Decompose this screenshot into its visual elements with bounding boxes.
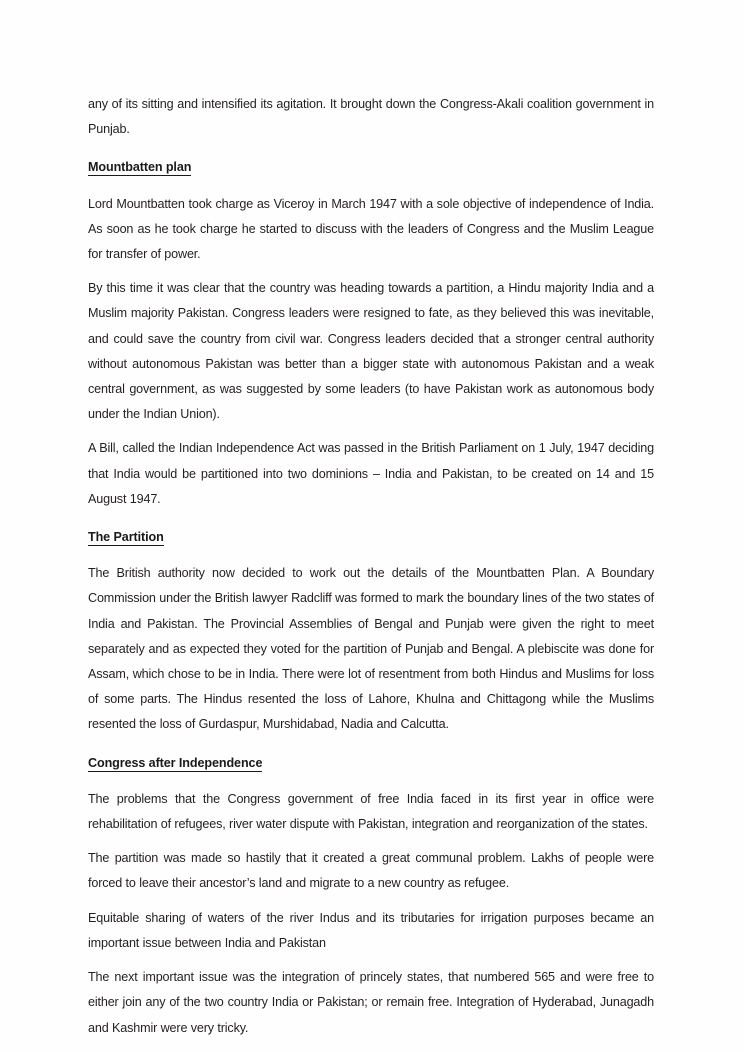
paragraph-partition-inevitable: By this time it was clear that the country was heading towards a partition, a Hindu majority India and a Muslim majority Pakistan. Congress leaders were resigned to fate, as they believed this was inevitable, and could save the country from civil war. Congress leaders decided that a stronger central authority without autonomous Pakistan was better than a bigger state with autonomous Pakistan and a weak central government, as was suggested by some leaders (to have Pakistan work as autonomous body under the Indian Union).: [88, 281, 654, 422]
heading-mountbatten-plan: [88, 155, 654, 180]
paragraph-indus-waters: Equitable sharing of waters of the river Indus and its tributaries for irrigation purposes became an important issue between India and Pakistan: [88, 910, 654, 950]
heading-congress-after-independence: [88, 751, 654, 776]
paragraph-communal-problem: The partition was made so hastily that it created a great communal problem. Lakhs of people were forced to leave their ancestor’s land and migrate to a new country as refugee.: [88, 851, 654, 891]
heading-mountbatten-plan-text: Mountbatten plan: [88, 160, 192, 175]
paragraph-continuation-agitation: any of its sitting and intensified its agitation. It brought down the Congress-Akali coalition government in Punjab.: [88, 97, 654, 137]
heading-congress-after-independence-text: Congress after Independence: [88, 755, 263, 770]
heading-the-partition: [88, 525, 654, 550]
paragraph-indian-independence-act: A Bill, called the Indian Independence Act was passed in the British Parliament on 1 July, 1947 deciding that India would be partitioned into two dominions – India and Pakistan, to be created on 14 and 15 August 1947.: [88, 441, 654, 506]
heading-the-partition-text: The Partition: [88, 530, 164, 545]
paragraph-boundary-commission: The British authority now decided to work out the details of the Mountbatten Plan. A Boundary Commission under the British lawyer Radcliff was formed to mark the boundary lines of the two states of India and Pakistan. The Provincial Assemblies of Bengal and Punjab were given the right to meet separately and as expected they voted for the partition of Punjab and Bengal. A plebiscite was done for Assam, which chose to be in India. There were lot of resentment from both Hindus and Muslims for loss of some parts. The Hindus resented the loss of Lahore, Khulna and Chittagong while the Muslims resented the loss of Gurdaspur, Murshidabad, Nadia and Calcutta.: [88, 566, 654, 732]
paragraph-problems-first-year: The problems that the Congress government of free India faced in its first year in office were rehabilitation of refugees, river water dispute with Pakistan, integration and reorganization of the states.: [88, 791, 654, 832]
paragraph-mountbatten-viceroy: Lord Mountbatten took charge as Viceroy in March 1947 with a sole objective of independence of India. As soon as he took charge he started to discuss with the leaders of Congress and the Muslim League for transfer of power.: [88, 196, 654, 262]
paragraph-princely-states: The next important issue was the integration of princely states, that numbered 565 and were free to either join any of the two country India or Pakistan; or remain free. Integration of Hyderabad, Junagadh and Kashmir were very tricky.: [88, 970, 654, 1035]
document-body: [88, 92, 654, 1041]
